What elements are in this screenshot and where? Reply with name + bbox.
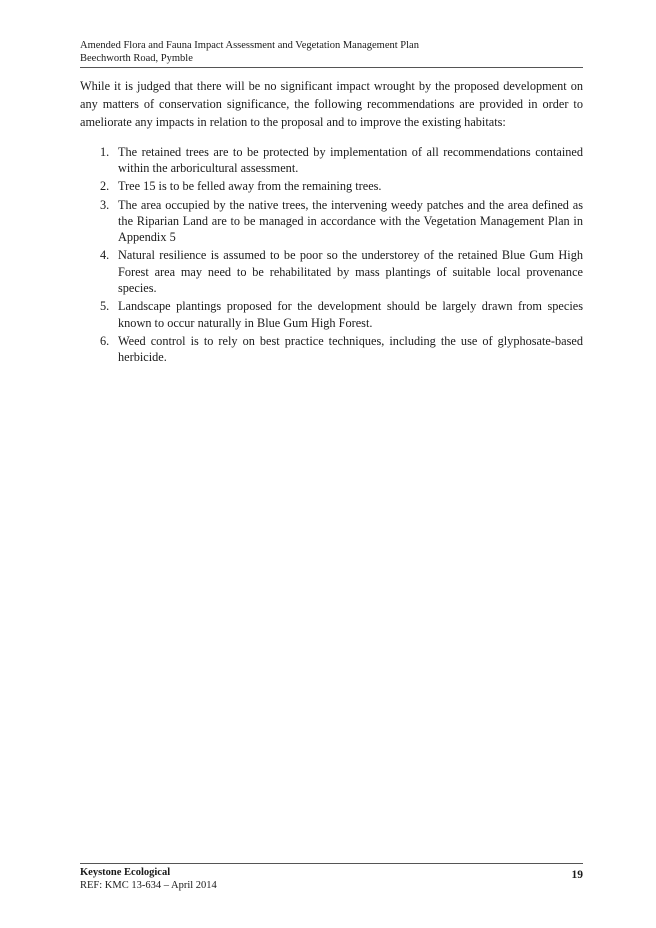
footer-reference: REF: KMC 13-634 – April 2014 [80, 880, 217, 891]
intro-paragraph: While it is judged that there will be no significant impact wrought by the proposed development on any matters of conservation significance, the following recommendations are provided in order to ameliorate any impacts in relation to the proposal and to improve the existing habitats: [80, 79, 583, 129]
list-item [80, 333, 583, 366]
list-item-text: Natural resilience is assumed to be poor so the understorey of the retained Blue Gum High Forest area may need to be rehabilitated by mass plantings of suitable local provenance species. [118, 248, 583, 296]
list-item-text: Weed control is to rely on best practice techniques, including the use of glyphosate-based herbicide. [118, 333, 583, 365]
recommendations-list [80, 144, 583, 367]
footer-divider [80, 863, 583, 864]
list-item-number: 5. [100, 299, 110, 314]
running-header [80, 39, 583, 65]
header-title: Amended Flora and Fauna Impact Assessment and Vegetation Management Plan [80, 40, 419, 51]
list-item-number: 4. [100, 248, 110, 263]
list-item-number: 2. [100, 179, 110, 194]
list-item [80, 197, 583, 246]
list-item-number: 6. [100, 333, 110, 348]
list-item [80, 298, 583, 331]
header-location: Beechworth Road, Pymble [80, 53, 193, 64]
running-footer [80, 866, 583, 892]
list-item-number: 3. [100, 197, 110, 212]
list-item-text: Landscape plantings proposed for the development should be largely drawn from species known to occur naturally in Blue Gum High Forest. [118, 299, 583, 330]
list-item-number: 1. [100, 145, 110, 159]
header-divider [80, 67, 583, 68]
list-item-text: Tree 15 is to be felled away from the remaining trees. [118, 179, 382, 194]
list-item [80, 144, 583, 177]
list-item [80, 178, 583, 194]
list-item [80, 247, 583, 296]
list-item-text: The area occupied by the native trees, the intervening weedy patches and the area defined as the Riparian Land are to be managed in accordance with the Vegetation Management Plan in Appendix 5 [118, 197, 583, 245]
footer-company: Keystone Ecological [80, 867, 171, 878]
list-item-text: The retained trees are to be protected by implementation of all recommendations contained within the arboricultural assessment. [118, 145, 583, 176]
page-number: 19 [571, 869, 583, 881]
